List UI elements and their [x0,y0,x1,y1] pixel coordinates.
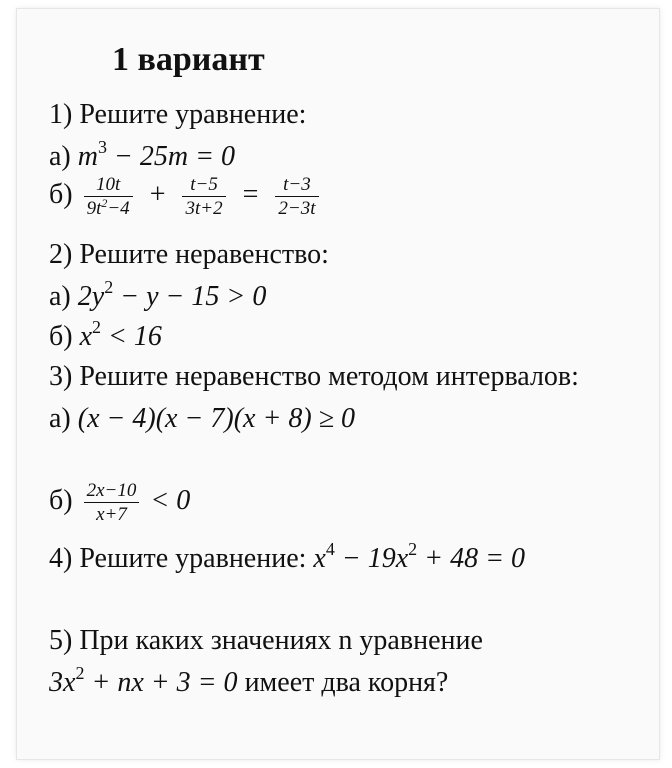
fraction-1-den-part-b: −4 [107,198,130,219]
task-4-exponent-2: 2 [408,539,418,559]
task-4 [49,539,525,574]
fraction-1-numerator: 10t [84,175,133,197]
task-5-tail: имеет два корня? [244,667,449,698]
task-1a-label: а) [49,141,71,172]
task-3b-fraction [84,481,140,524]
fraction-3-denominator: 2−3t [278,198,316,219]
task-5-expr-2: + nx + 3 = 0 [84,667,238,698]
task-2-heading: 2) Решите неравенство: [49,239,329,270]
task-1a-expr-end: − 25m = 0 [107,141,236,172]
task-1a-exponent: 3 [98,137,107,157]
equals-operator: = [242,178,259,210]
fraction-2-denominator: 3t+2 [185,198,223,219]
variant-title: 1 вариант [112,41,265,78]
task-5-heading: 5) При каких значениях n уравнение [49,625,483,656]
fraction-2-numerator: t−5 [182,175,225,197]
task-3a-label: а) [49,403,71,434]
task-4-exponent-1: 4 [325,539,335,559]
task-1a-expr-start: m [77,141,98,172]
task-3a [49,405,355,433]
task-3b-denominator: x+7 [96,504,127,525]
task-5-exponent: 2 [75,663,85,683]
task-3-heading: 3) Решите неравенство методом интервалов: [49,361,579,392]
fraction-1-denominator [84,197,133,218]
task-1a [49,137,236,172]
task-1b-label: б) [49,178,73,210]
task-4-expr-1: x [313,543,326,574]
worksheet [16,8,660,760]
task-1-heading: 1) Решите уравнение: [49,99,307,130]
task-3b [49,481,190,524]
task-3b-label: б) [49,484,73,516]
task-2a [49,277,267,312]
task-2b-expr-start: x [79,321,93,352]
task-1b-fraction-2 [182,175,225,218]
task-3b-rest: < 0 [150,484,191,516]
task-4-expr-3: + 48 = 0 [417,543,525,574]
task-3b-numerator: 2x−10 [84,481,140,503]
task-3a-expr: (x − 4)(x − 7)(x + 8) ≥ 0 [77,403,356,434]
task-5-expr-1: 3x [49,667,76,698]
task-2b-exponent: 2 [92,317,102,337]
task-5-equation [49,663,449,698]
plus-operator: + [149,178,166,210]
task-1b-fraction-3 [275,175,318,218]
fraction-3-numerator: t−3 [275,175,318,197]
task-2a-expr-start: 2y [77,281,105,312]
task-2a-expr-end: − y − 15 > 0 [113,281,267,312]
task-1b [49,175,323,218]
task-4-expr-2: − 19x [334,543,409,574]
task-2b-expr-end: < 16 [101,321,162,352]
task-4-heading: 4) Решите уравнение: [49,543,307,574]
task-2a-exponent: 2 [104,277,114,297]
task-2a-label: а) [49,281,71,312]
task-2b-label: б) [49,321,73,352]
fraction-1-den-part-a: 9t [86,198,102,219]
fraction-1-den-exponent: 2 [101,196,108,210]
task-2b [49,317,162,352]
task-1b-fraction-1 [84,175,133,218]
